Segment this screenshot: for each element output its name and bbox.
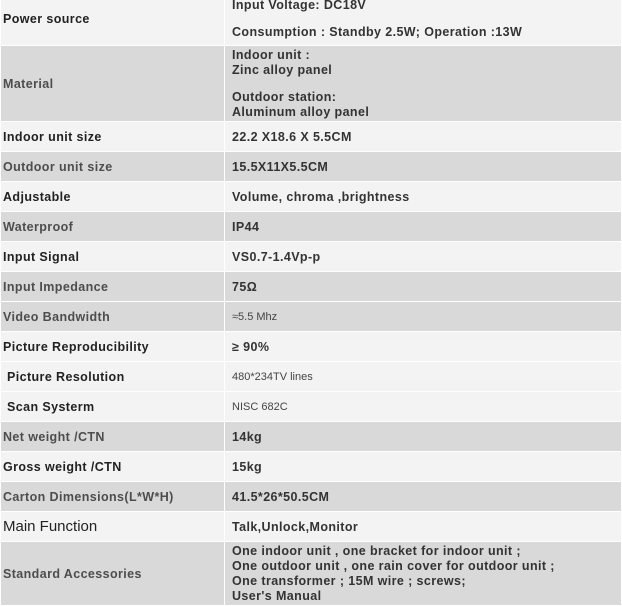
value-line: One indoor unit , one bracket for indoor unit ; (232, 543, 521, 558)
spec-row (1, 482, 622, 512)
spec-value: 480*234TV lines (225, 362, 622, 392)
spec-label: Picture Reproducibility (1, 332, 225, 362)
spec-row (1, 212, 622, 242)
spec-row (1, 272, 622, 302)
spec-label: Main Function (1, 512, 225, 542)
spec-value: 15.5X11X5.5CM (225, 152, 622, 182)
spec-value: ≥ 90% (225, 332, 622, 362)
spec-label: Waterproof (1, 212, 225, 242)
spec-row (1, 242, 622, 272)
spec-row (1, 422, 622, 452)
spec-label: Material (1, 46, 225, 122)
spec-row (1, 152, 622, 182)
spec-value (225, 46, 622, 122)
spec-label: Outdoor unit size (1, 152, 225, 182)
spec-value: 15kg (225, 452, 622, 482)
spec-label: Adjustable (1, 182, 225, 212)
spec-label: Video Bandwidth (1, 302, 225, 332)
spec-value: ≈5.5 Mhz (225, 302, 622, 332)
spec-row (1, 182, 622, 212)
spec-row (1, 332, 622, 362)
spec-value: Talk,Unlock,Monitor (225, 512, 622, 542)
spec-value: 41.5*26*50.5CM (225, 482, 622, 512)
value-line: One outdoor unit , one rain cover for outdoor unit ; (232, 558, 555, 573)
value-line: Input Voltage: DC18V (232, 0, 367, 12)
spec-label: Gross weight /CTN (1, 452, 225, 482)
spec-label: Net weight /CTN (1, 422, 225, 452)
spec-row (1, 122, 622, 152)
spec-value: 22.2 X18.6 X 5.5CM (225, 122, 622, 152)
value-line: Outdoor station: (232, 89, 337, 104)
spec-row (1, 452, 622, 482)
line-gap (232, 13, 619, 25)
spec-label: Power source (1, 0, 225, 46)
value-line: Consumption : Standby 2.5W; Operation :13W (232, 24, 523, 39)
spec-value: IP44 (225, 212, 622, 242)
value-line: Indoor unit : (232, 47, 311, 62)
spec-label: Carton Dimensions(L*W*H) (1, 482, 225, 512)
value-line: Aluminum alloy panel (232, 104, 370, 119)
spec-value (225, 542, 622, 606)
spec-label: Indoor unit size (1, 122, 225, 152)
spec-label: Input Signal (1, 242, 225, 272)
spec-label: Picture Resolution (1, 362, 225, 392)
spec-value: Volume, chroma ,brightness (225, 182, 622, 212)
value-line: Zinc alloy panel (232, 62, 333, 77)
spec-row (1, 392, 622, 422)
spec-value: 14kg (225, 422, 622, 452)
value-line: User's Manual (232, 588, 322, 603)
spec-row (1, 512, 622, 542)
value-line: One transformer ; 15M wire ; screws; (232, 573, 466, 588)
line-gap (232, 78, 619, 90)
spec-value: NISC 682C (225, 392, 622, 422)
spec-row (1, 46, 622, 122)
spec-row (1, 302, 622, 332)
spec-label: Input Impedance (1, 272, 225, 302)
spec-row (1, 0, 622, 46)
spec-value: VS0.7-1.4Vp-p (225, 242, 622, 272)
spec-row (1, 362, 622, 392)
spec-row (1, 542, 622, 606)
spec-label: Scan Systerm (1, 392, 225, 422)
spec-value: 75Ω (225, 272, 622, 302)
spec-value (225, 0, 622, 46)
spec-label: Standard Accessories (1, 542, 225, 606)
